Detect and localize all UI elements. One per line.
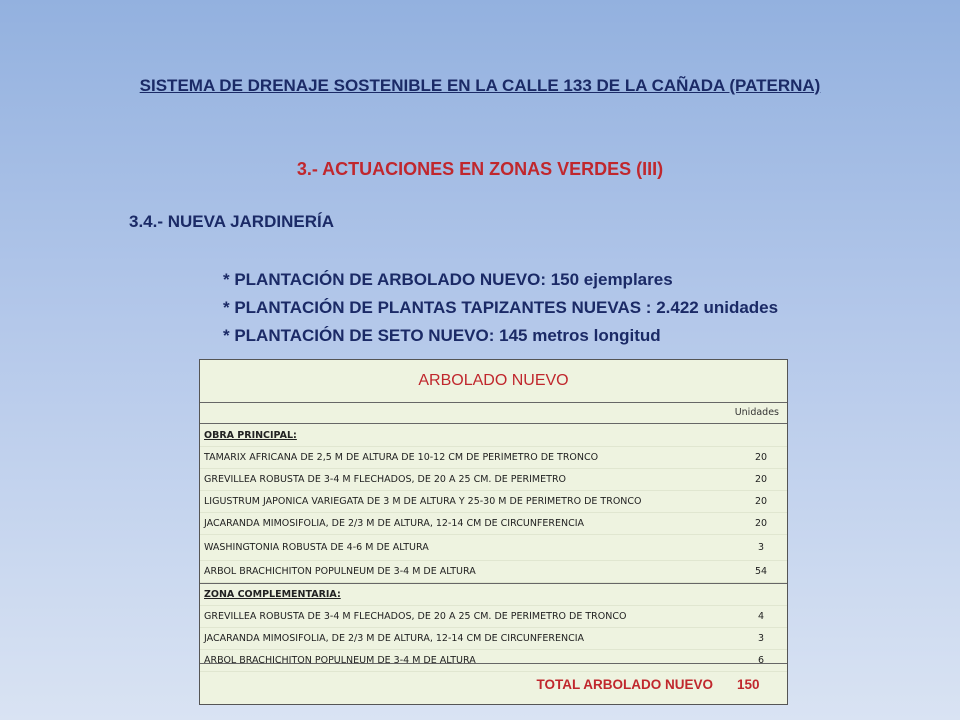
section-heading: 3.4.- NUEVA JARDINERÍA xyxy=(129,212,334,231)
table-row xyxy=(200,535,787,561)
arbolado-table xyxy=(199,359,788,705)
table-row xyxy=(200,491,787,513)
bullet-item: * PLANTACIÓN DE ARBOLADO NUEVO: 150 ejemplares xyxy=(223,270,673,289)
group-header-principal xyxy=(200,424,787,447)
units-header: Unidades xyxy=(200,403,787,424)
table-title: ARBOLADO NUEVO xyxy=(200,360,787,403)
row-qty: 4 xyxy=(757,611,765,622)
row-qty: 20 xyxy=(754,518,768,529)
row-qty: 3 xyxy=(757,633,765,644)
table-row xyxy=(200,628,787,650)
table-row xyxy=(200,606,787,628)
row-qty: 20 xyxy=(754,496,768,507)
total-value: 150 xyxy=(737,676,760,692)
row-qty: 20 xyxy=(754,452,768,463)
table-row xyxy=(200,447,787,469)
row-qty: 20 xyxy=(754,474,768,485)
row-desc: GREVILLEA ROBUSTA DE 3-4 M FLECHADOS, DE 20 A 25 CM. DE PERÍMETRO DE TRONCO xyxy=(204,611,627,622)
row-desc: TAMARIX AFRICANA DE 2,5 M DE ALTURA DE 10-12 CM DE PERÍMETRO DE TRONCO xyxy=(204,452,599,463)
bullet-item: * PLANTACIÓN DE SETO NUEVO: 145 metros longitud xyxy=(223,326,661,345)
row-desc: JACARANDA MIMOSIFOLIA, DE 2/3 M DE ALTURA, 12-14 CM DE CIRCUNFERENCIA xyxy=(204,518,585,529)
row-qty: 3 xyxy=(757,542,765,553)
row-desc: LIGUSTRUM JAPONICA VARIEGATA DE 3 M DE ALTURA Y 25-30 M DE PERÍMETRO DE TRONCO xyxy=(204,496,642,507)
table-row xyxy=(200,469,787,491)
group-label: OBRA PRINCIPAL: xyxy=(204,429,297,441)
table-row xyxy=(200,513,787,535)
row-desc: ÁRBOL BRACHICHITON POPULNEUM DE 3-4 M DE ALTURA xyxy=(204,566,476,577)
row-desc: GREVILLEA ROBUSTA DE 3-4 M FLECHADOS, DE 20 A 25 CM. DE PERÍMETRO xyxy=(204,474,567,485)
total-row xyxy=(200,663,787,704)
bullet-list xyxy=(223,266,778,350)
bullet-item: * PLANTACIÓN DE PLANTAS TAPIZANTES NUEVAS : 2.422 unidades xyxy=(223,298,779,317)
row-desc: ÁRBOL BRACHICHITON POPULNEUM DE 3-4 M DE ALTURA xyxy=(204,655,476,666)
row-desc: WASHINGTONIA ROBUSTA DE 4-6 M DE ALTURA xyxy=(204,542,429,553)
group-header-complementaria xyxy=(200,583,787,606)
row-qty: 54 xyxy=(754,566,768,577)
total-label: TOTAL ARBOLADO NUEVO xyxy=(536,676,713,692)
page-subtitle: 3.- ACTUACIONES EN ZONAS VERDES (III) xyxy=(296,159,664,179)
row-desc: JACARANDA MIMOSIFOLIA, DE 2/3 M DE ALTURA, 12-14 CM DE CIRCUNFERENCIA xyxy=(204,633,585,644)
page-title: SISTEMA DE DRENAJE SOSTENIBLE EN LA CALLE 133 DE LA CAÑADA (PATERNA) xyxy=(139,76,821,95)
row-qty: 6 xyxy=(757,655,765,666)
table-row xyxy=(200,561,787,583)
group-label: ZONA COMPLEMENTARIA: xyxy=(204,589,341,600)
